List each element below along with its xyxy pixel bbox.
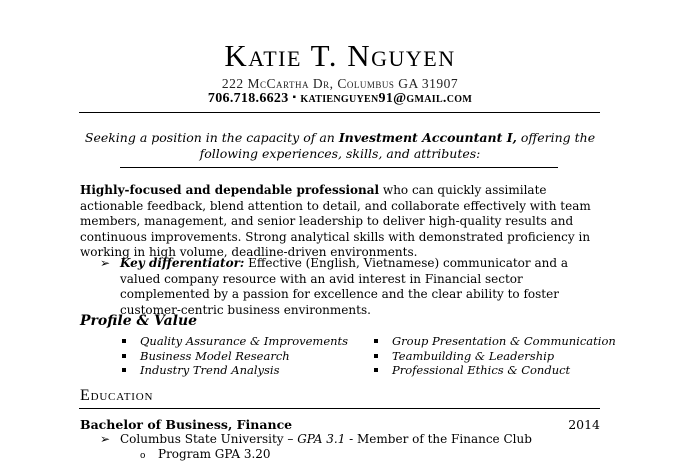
header-divider (79, 112, 600, 113)
profile-section-title: Profile & Value (80, 313, 198, 329)
degree-year: 2014 (568, 417, 600, 432)
differentiator-label: Key differentiator: (120, 256, 245, 270)
summary-body: who can quickly assimilate actionable feedback, blend attention to detail, and collaborate effectively with team members, management, and senior leadership to deliver high-quality results and continuous improvements. Strong analytical skills with demonstrated proficiency in working in high volume, deadline-driven environments. (80, 183, 591, 259)
degree-title: Bachelor of Business, Finance (80, 417, 293, 432)
objective-statement (80, 130, 600, 162)
gpa: GPA 3.1 (297, 432, 346, 446)
profile-list-right (372, 334, 616, 378)
list-item-label: Group Presentation & Communication (392, 334, 616, 348)
list-item (372, 334, 616, 349)
arrow-bullet-icon: ➢ (100, 256, 111, 270)
square-bullet-icon (374, 354, 378, 358)
arrow-bullet-icon: ➢ (100, 432, 111, 446)
list-item (120, 334, 348, 349)
contact-line (0, 91, 680, 107)
candidate-name: Katie T. Nguyen (224, 38, 456, 73)
school-name: Columbus State University – (120, 432, 298, 446)
separator: ▪ (292, 92, 297, 103)
list-item (372, 349, 616, 364)
objective-prefix: Seeking a position in the capacity of an (84, 130, 339, 145)
list-item (372, 363, 616, 378)
square-bullet-icon (122, 354, 126, 358)
square-bullet-icon (122, 339, 126, 343)
list-item-label: Industry Trend Analysis (140, 363, 280, 377)
address: 222 McCartha Dr, Columbus GA 31907 (221, 76, 459, 91)
email: katienguyen91@gmail.com (300, 91, 473, 106)
profile-list-left (120, 334, 348, 378)
phone: 706.718.6623 (207, 91, 289, 106)
list-item (120, 349, 348, 364)
summary-paragraph (80, 183, 602, 261)
school-suffix: - Member of the Finance Club (345, 432, 532, 446)
square-bullet-icon (374, 339, 378, 343)
school-line (80, 432, 532, 447)
summary-lead: Highly-focused and dependable professional (80, 183, 380, 197)
square-bullet-icon (122, 368, 126, 372)
circle-bullet-icon: o (140, 451, 146, 461)
objective-role: Investment Accountant I, (338, 130, 517, 145)
list-item-label: Business Model Research (140, 348, 290, 363)
program-gpa (140, 447, 271, 464)
objective-divider (120, 167, 558, 168)
program-gpa-text: Program GPA 3.20 (158, 447, 271, 461)
list-item (120, 363, 348, 378)
key-differentiator (80, 256, 602, 318)
objective-suffix: offering the following experiences, skills, and attributes: (199, 130, 596, 161)
education-section-title: Education (80, 387, 154, 404)
square-bullet-icon (374, 368, 378, 372)
education-divider (79, 408, 600, 409)
list-item-label: Teambuilding & Leadership (392, 348, 555, 363)
list-item-label: Professional Ethics & Conduct (392, 363, 571, 377)
list-item-label: Quality Assurance & Improvements (140, 334, 349, 348)
differentiator-body: Effective (English, Vietnamese) communicator and a valued company resource with an avid interest in Financial sector complemented by a passion for excellence and the clear ability to foster customer-centric business environments. (120, 256, 568, 317)
